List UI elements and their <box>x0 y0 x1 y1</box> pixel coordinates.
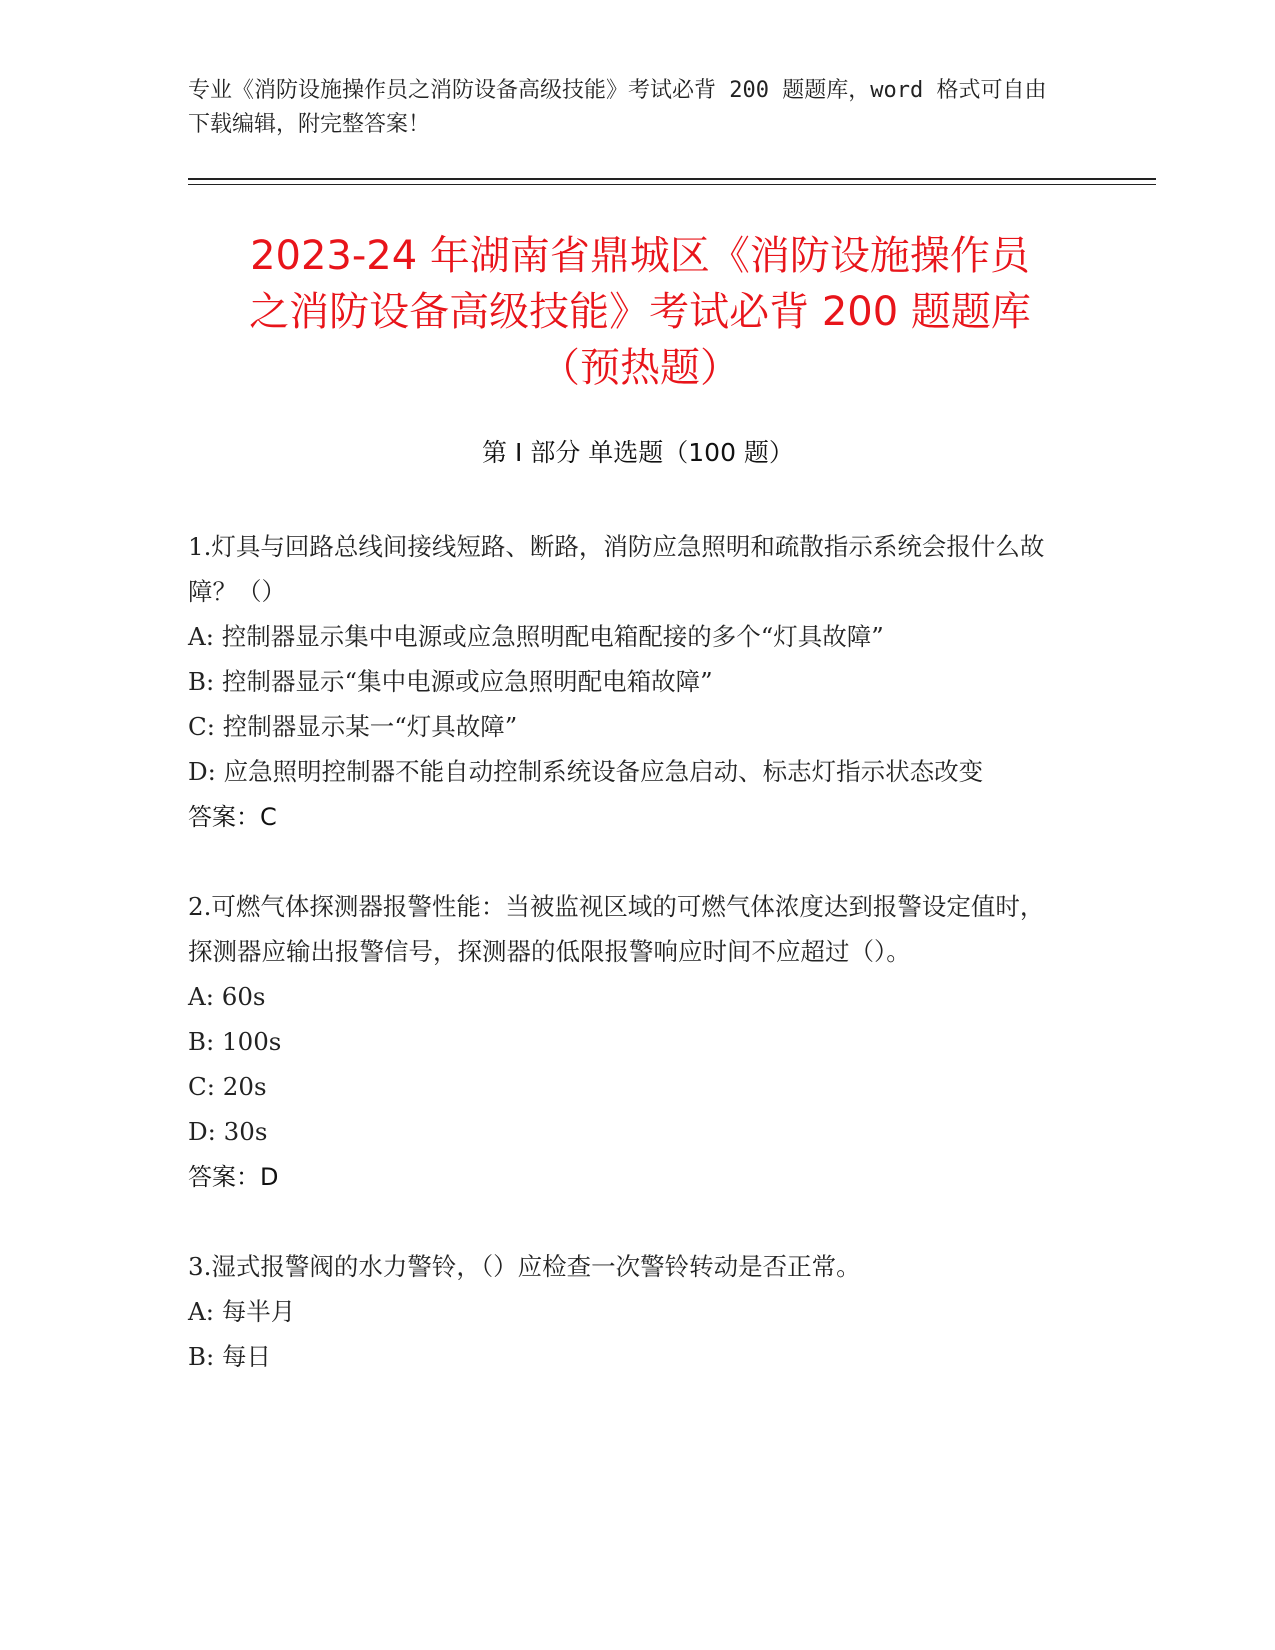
section-heading: 第 I 部分 单选题（100 题） <box>482 438 794 467</box>
header-divider-thin <box>188 184 1156 185</box>
option-b: B: 控制器显示“集中电源或应急照明配电箱故障” <box>188 667 713 696</box>
option-b: B: 100s <box>188 1027 282 1056</box>
option-a: A: 60s <box>188 982 266 1011</box>
option-b: B: 每日 <box>188 1342 272 1371</box>
question-gap <box>188 840 1068 884</box>
question-item <box>188 884 1068 1200</box>
option-a: A: 每半月 <box>188 1297 296 1326</box>
header-divider-thick <box>188 178 1156 180</box>
question-item <box>188 1244 1068 1379</box>
question-item <box>188 524 1068 840</box>
answer-line: 答案：D <box>188 1163 279 1191</box>
title-line-3: （预热题） <box>540 345 740 391</box>
question-list <box>188 524 1068 1379</box>
option-c: C: 20s <box>188 1072 267 1101</box>
document-intro: 专业《消防设施操作员之消防设备高级技能》考试必背 200 题题库，word 格式可自由下载编辑，附完整答案！ <box>188 78 1047 137</box>
answer-line: 答案：C <box>188 803 277 831</box>
question-stem: 1.灯具与回路总线间接线短路、断路，消防应急照明和疏散指示系统会报什么故障？（） <box>188 532 1045 606</box>
title-line-2: 之消防设备高级技能》考试必背 200 题题库 <box>249 289 1031 335</box>
option-a: A: 控制器显示集中电源或应急照明配电箱配接的多个“灯具故障” <box>188 622 884 651</box>
question-gap <box>188 1200 1068 1244</box>
option-c: C: 控制器显示某一“灯具故障” <box>188 712 518 741</box>
document-title <box>190 228 1090 396</box>
option-d: D: 30s <box>188 1117 268 1146</box>
question-stem: 3.湿式报警阀的水力警铃，（）应检查一次警铃转动是否正常。 <box>188 1252 861 1281</box>
title-line-1: 2023-24 年湖南省鼎城区《消防设施操作员 <box>250 233 1030 279</box>
question-stem: 2.可燃气体探测器报警性能：当被监视区域的可燃气体浓度达到报警设定值时，探测器应输出报警信号，探测器的低限报警响应时间不应超过（）。 <box>188 892 1045 966</box>
option-d: D: 应急照明控制器不能自动控制系统设备应急启动、标志灯指示状态改变 <box>188 757 984 786</box>
